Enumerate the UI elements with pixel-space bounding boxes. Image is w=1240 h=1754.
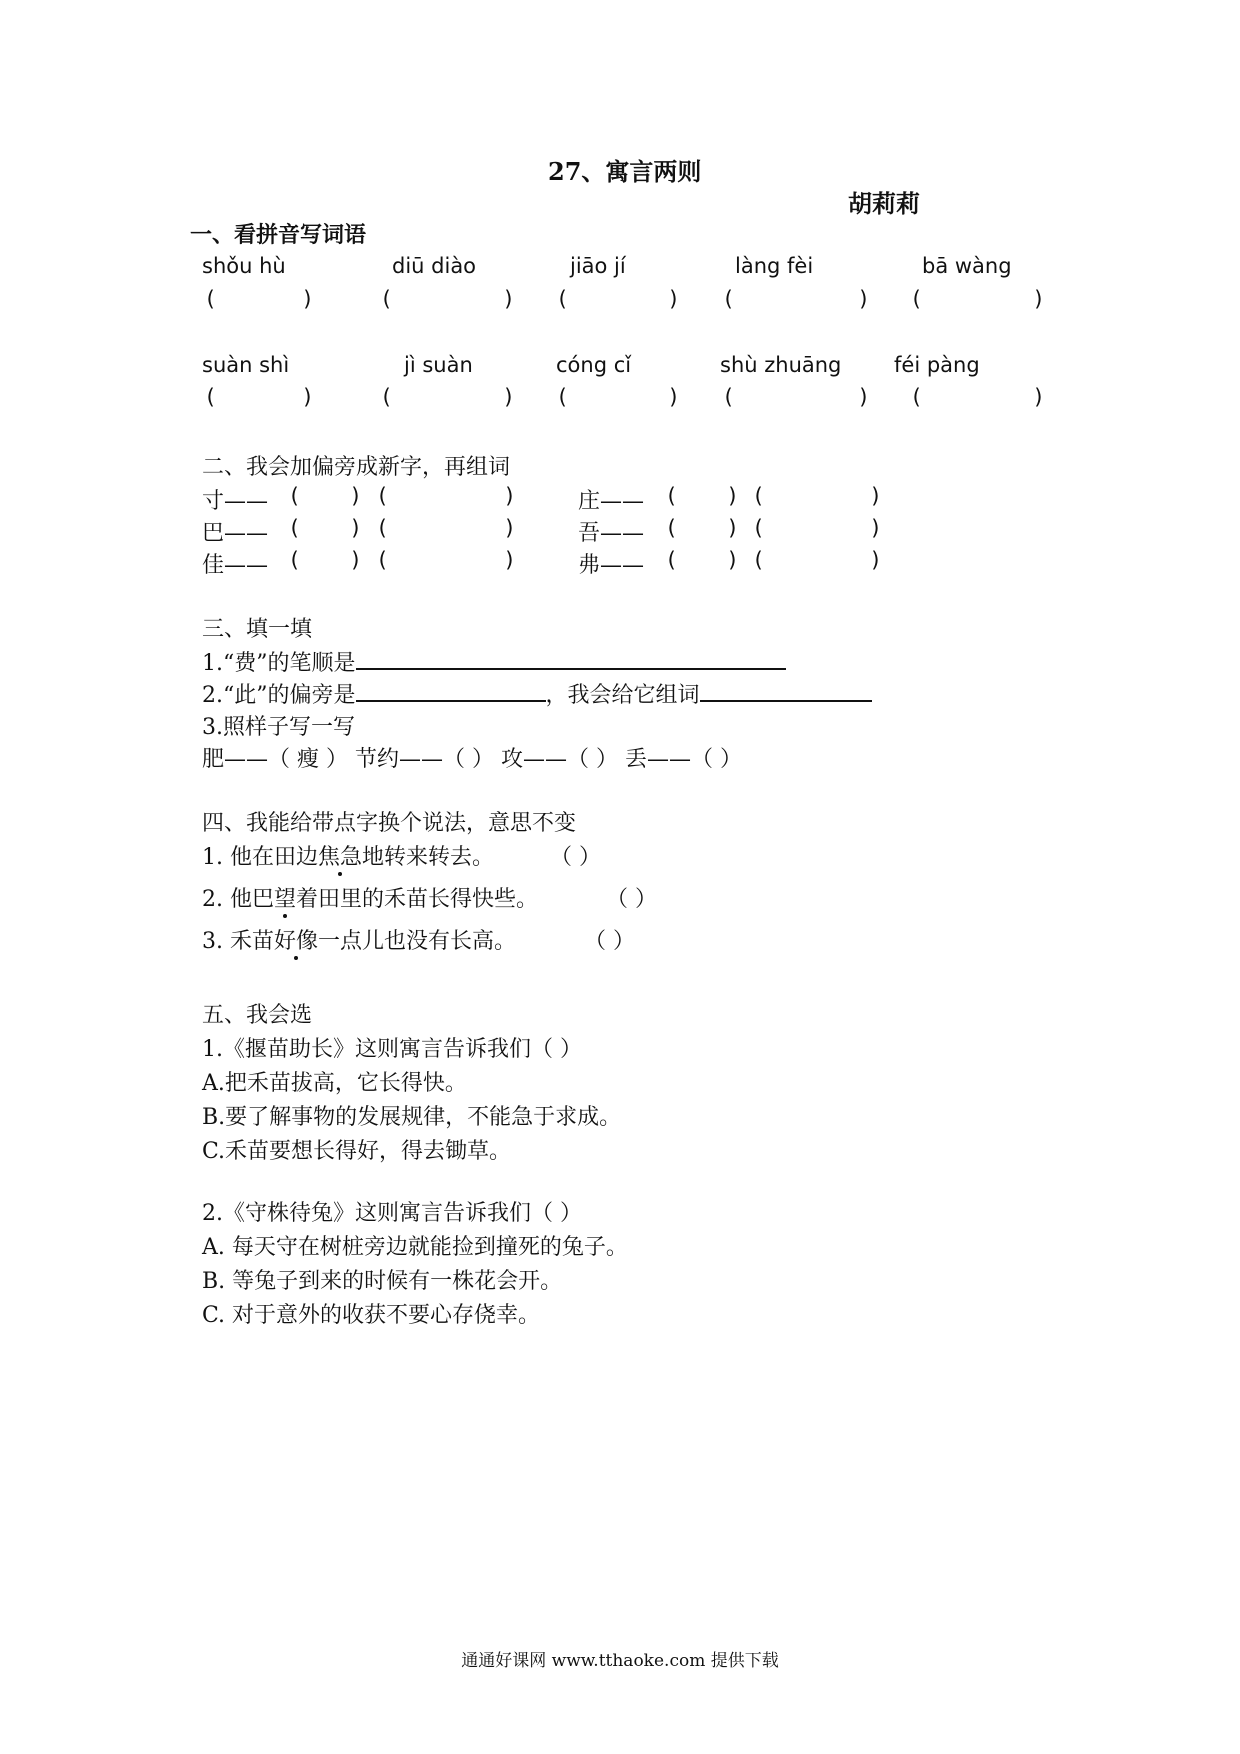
synonym-text: 2. 他巴 — [202, 887, 274, 912]
dotted-word: 焦急 — [317, 845, 362, 870]
choice-q2-option-b[interactable]: B. 等兔子到来的时候有一株花会开。 — [202, 1269, 563, 1294]
radical-blank[interactable]: ( ) — [288, 548, 362, 572]
answer-blank-2-1[interactable]: ( ) — [204, 385, 314, 409]
radical-blank[interactable]: ( ) — [665, 484, 739, 508]
choice-q1-option-a[interactable]: A.把禾苗拔高，它长得快。 — [202, 1071, 467, 1096]
synonym-blank[interactable]: （ ） — [550, 845, 602, 870]
fill-q3: 3.照样子写一写 — [202, 715, 355, 740]
answer-blank-2-4[interactable]: ( ) — [722, 385, 870, 409]
section4-heading: 四、我能给带点字换个说法，意思不变 — [202, 811, 577, 836]
radical-row-2-left: 巴—— — [202, 521, 269, 546]
synonym-blank[interactable]: （ ） — [606, 887, 658, 912]
word-blank[interactable]: ( ) — [376, 516, 516, 540]
author-name: 胡莉莉 — [848, 189, 920, 218]
example-line[interactable]: 肥——（ 瘦 ） 节约——（ ） 攻——（ ） 丢——（ ） — [202, 747, 742, 772]
word-blank[interactable]: ( ) — [376, 548, 516, 572]
pinyin-2-4: shù zhuāng — [720, 353, 842, 377]
answer-blank-1-5[interactable]: ( ) — [910, 287, 1045, 311]
choice-q2[interactable]: 2.《守株待兔》这则寓言告诉我们（ ） — [202, 1201, 582, 1226]
synonym-item — [202, 840, 601, 871]
word-blank[interactable]: ( ) — [376, 484, 516, 508]
word-blank[interactable]: ( ) — [752, 484, 882, 508]
answer-blank-1-2[interactable]: ( ) — [380, 287, 515, 311]
synonym-blank[interactable]: （ ） — [584, 929, 636, 954]
answer-blank-2-3[interactable]: ( ) — [556, 385, 680, 409]
pinyin-2-5: féi pàng — [894, 353, 980, 377]
fill-q2-line-a[interactable] — [356, 680, 546, 702]
word-blank[interactable]: ( ) — [752, 516, 882, 540]
fill-q1-line[interactable] — [356, 648, 786, 670]
answer-blank-1-4[interactable]: ( ) — [722, 287, 870, 311]
section1-heading: 一、看拼音写词语 — [190, 222, 367, 248]
section2-heading: 二、我会加偏旁成新字，再组词 — [202, 455, 511, 480]
word-blank[interactable]: ( ) — [752, 548, 882, 572]
section3-heading: 三、填一填 — [202, 617, 313, 642]
answer-blank-2-5[interactable]: ( ) — [910, 385, 1045, 409]
fill-q2-text-b: ，我会给它组词 — [545, 683, 700, 708]
fill-q2-text-a: 2.“此”的偏旁是 — [202, 683, 356, 708]
synonym-text: 3. 禾苗 — [202, 929, 274, 954]
synonym-text: 1. 他在田边 — [202, 845, 318, 870]
radical-blank[interactable]: ( ) — [665, 548, 739, 572]
radical-blank[interactable]: ( ) — [665, 516, 739, 540]
pinyin-2-1: suàn shì — [202, 353, 290, 377]
dotted-word: 好像 — [273, 929, 318, 954]
fill-q1-text: 1.“费”的笔顺是 — [202, 651, 356, 676]
choice-q1[interactable]: 1.《揠苗助长》这则寓言告诉我们（ ） — [202, 1037, 582, 1062]
footer-credit[interactable]: 通通好课网 www.tthaoke.com 提供下载 — [461, 1651, 779, 1671]
fill-q2 — [202, 678, 872, 709]
dotted-word: 望 — [273, 887, 296, 912]
choice-q2-option-a[interactable]: A. 每天守在树桩旁边就能捡到撞死的兔子。 — [202, 1235, 628, 1260]
radical-blank[interactable]: ( ) — [288, 516, 362, 540]
radical-row-1-left: 寸—— — [202, 489, 269, 514]
pinyin-1-5: bā wàng — [922, 254, 1012, 278]
radical-row-2-right: 吾—— — [578, 521, 645, 546]
answer-blank-2-2[interactable]: ( ) — [380, 385, 515, 409]
pinyin-2-3: cóng cǐ — [556, 353, 632, 377]
pinyin-1-2: diū diào — [392, 254, 477, 278]
synonym-item — [202, 882, 657, 913]
choice-q1-option-b[interactable]: B.要了解事物的发展规律，不能急于求成。 — [202, 1105, 622, 1130]
choice-q2-option-c[interactable]: C. 对于意外的收获不要心存侥幸。 — [202, 1303, 541, 1328]
answer-blank-1-3[interactable]: ( ) — [556, 287, 680, 311]
page-title: 27、寓言两则 — [548, 157, 702, 186]
pinyin-1-3: jiāo jí — [570, 254, 626, 278]
fill-q2-line-b[interactable] — [700, 680, 872, 702]
synonym-text: 一点儿也没有长高。 — [318, 929, 517, 954]
choice-q1-option-c[interactable]: C.禾苗要想长得好，得去锄草。 — [202, 1139, 512, 1164]
radical-blank[interactable]: ( ) — [288, 484, 362, 508]
pinyin-1-4: làng fèi — [735, 254, 814, 278]
fill-q1 — [202, 646, 786, 677]
pinyin-2-2: jì suàn — [404, 353, 473, 377]
synonym-text: 地转来转去。 — [362, 845, 495, 870]
pinyin-1-1: shǒu hù — [202, 254, 286, 278]
radical-row-1-right: 庄—— — [578, 489, 645, 514]
synonym-text: 着田里的禾苗长得快些。 — [296, 887, 539, 912]
radical-row-3-right: 弗—— — [578, 553, 645, 578]
synonym-item — [202, 924, 635, 955]
answer-blank-1-1[interactable]: ( ) — [204, 287, 314, 311]
radical-row-3-left: 佳—— — [202, 553, 269, 578]
section5-heading: 五、我会选 — [202, 1003, 313, 1028]
